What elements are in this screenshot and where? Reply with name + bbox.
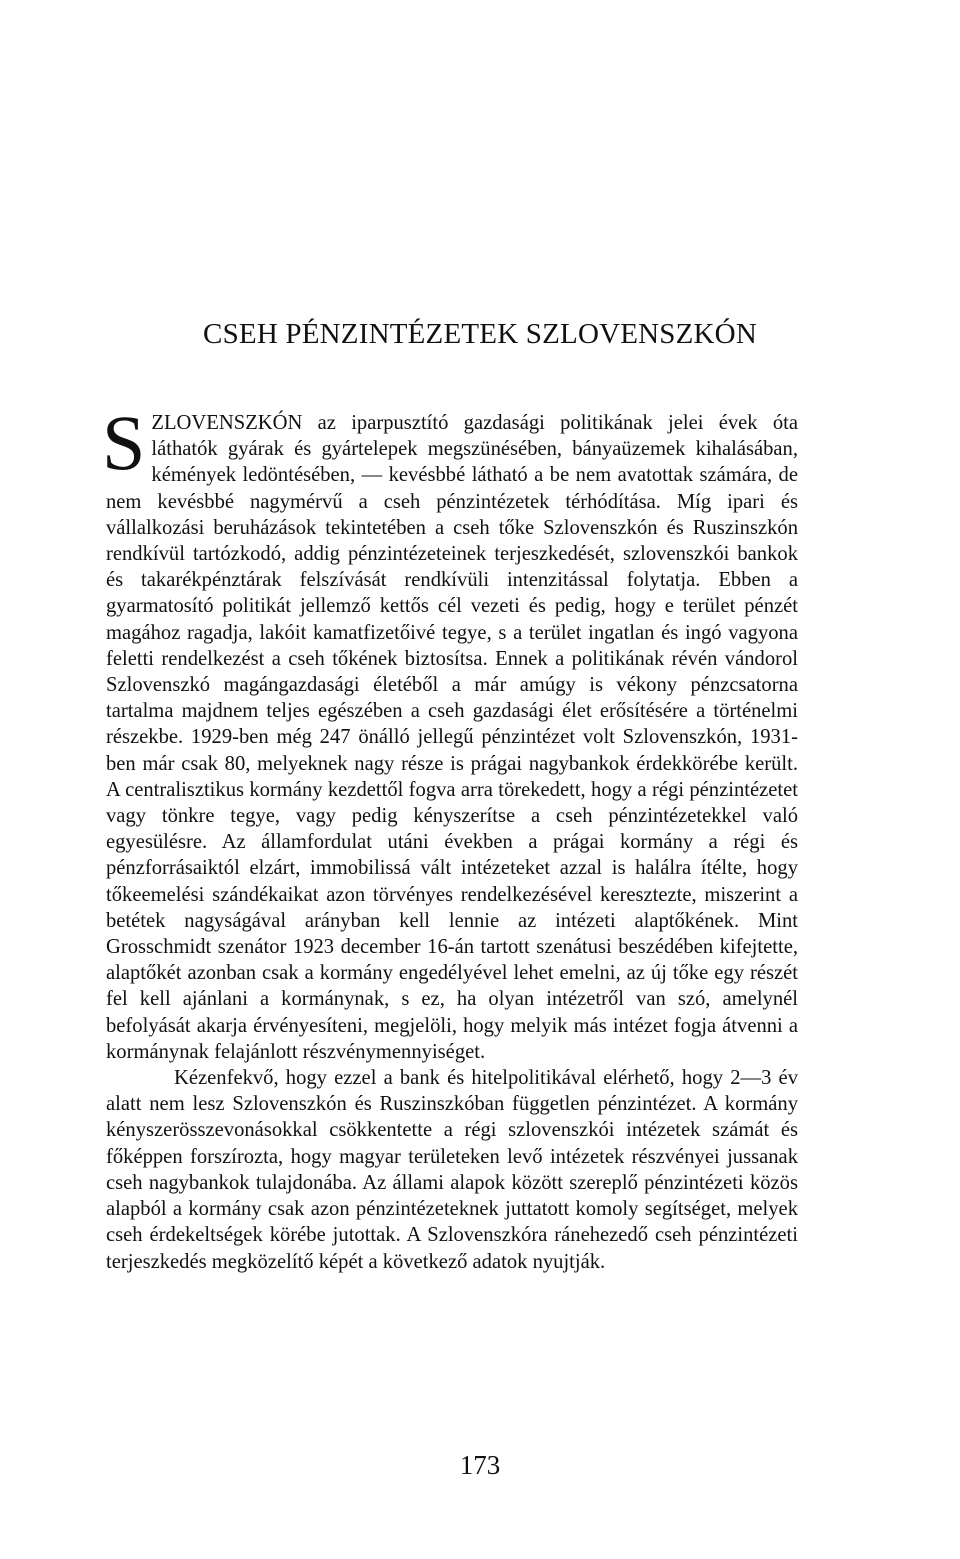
- lead-smallcaps: ZLOVENSZKÓN: [151, 412, 303, 434]
- page-title: CSEH PÉNZINTÉZETEK SZLOVENSZKÓN: [203, 318, 757, 350]
- page-number: 173: [459, 1450, 501, 1480]
- paragraph-1: [102, 399, 798, 1065]
- drop-cap: S: [102, 399, 146, 486]
- body-text: [102, 399, 798, 1275]
- paragraph-2: Kézenfekvő, hogy ezzel a bank és hitelpolitikával elérhető, hogy 2—3 év alatt nem lesz Szlovenszkón és Ruszinszkóban független pénzintézet. A kormány kényszerösszevonásokkal csökkentette a régi szlovenszkói intézetek számát és főképpen forszírozta, hogy magyar területeken levő intézetek részvényei jussanak cseh nagybankok tulajdonába. Az állami alapok között szereplő pénzintézeti közös alapból a kormány csak azon pénzintézeteknek juttatott komoly segítséget, melyek cseh érdekeltségek körébe jutottak. A Szlovenszkóra ránehezedő cseh pénzintézeti terjeszkedés megközelítő képét a következő adatok nyujtják.: [106, 1067, 798, 1273]
- paragraph-1-text: az iparpusztító gazdasági politikának jelei évek óta láthatók gyárak és gyártelepek megszünésében, bányaüzemek kihalásában, kémények ledöntésében, — kevésbbé látható a be nem avatottak számára, de nem kevésbbé nagymérvű a cseh pénzintézetek térhódítása. Míg ipari és vállalkozási beruházások tekintetében a cseh tőke Szlovenszkón és Ruszinszkón rendkívül tartózkodó, addig pénzintézeteinek terjeszkedését, szlovenszkói bankok és takarékpénztárak felszívását rendkívüli intenzitással folytatja. Ebben a gyarmatosító politikát jellemző kettős cél vezeti és pedig, hogy e terület pénzét magához ragadja, lakóit kamatfizetőivé tegye, s a terület ingatlan és ingó vagyona feletti rendelkezést a cseh tőkének biztosítsa. Ennek a politikának révén vándorol Szlovenszkó magángazdasági életéből a már amúgy is vékony pénzcsatorna tartalma majdnem teljes egészében a cseh gazdasági élet erősítésére a történelmi részekbe. 1929-ben még 247 önálló jellegű pénzintézet volt Szlovenszkón, 1931-ben már csak 80, melyeknek nagy része is prágai nagybankok érdekkörébe került. A centralisztikus kormány kezdettől fogva arra törekedett, hogy a régi pénzintézetet vagy tönkre tegye, vagy pedig kényszerítse a cseh pénzintézetekkel való egyesülésre. Az államfordulat utáni években a prágai kormány a régi és pénzforrásaiktól elzárt, immobilissá vált intézeteket azzal is halálra ítélte, hogy tőkeemelési szándékaikat azon törvényes rendelkezésével keresztezte, miszerint a betétek nagyságával arányban kell lennie az intézeti alaptőkének. Mint Grosschmidt szenátor 1923 december 16-án tartott szenátusi beszédében kifejtette, alaptőkét azonban csak a kormány engedélyével lehet emelni, az új tőke egy részét fel kell ajánlani a kormánynak, s ez, ha olyan intézetről van szó, amelynél befolyását akarja érvényesíteni, megjelöli, hogy melyik más intézet fogja átvenni a kormánynak felajánlott részvénymennyiséget.: [106, 412, 798, 1063]
